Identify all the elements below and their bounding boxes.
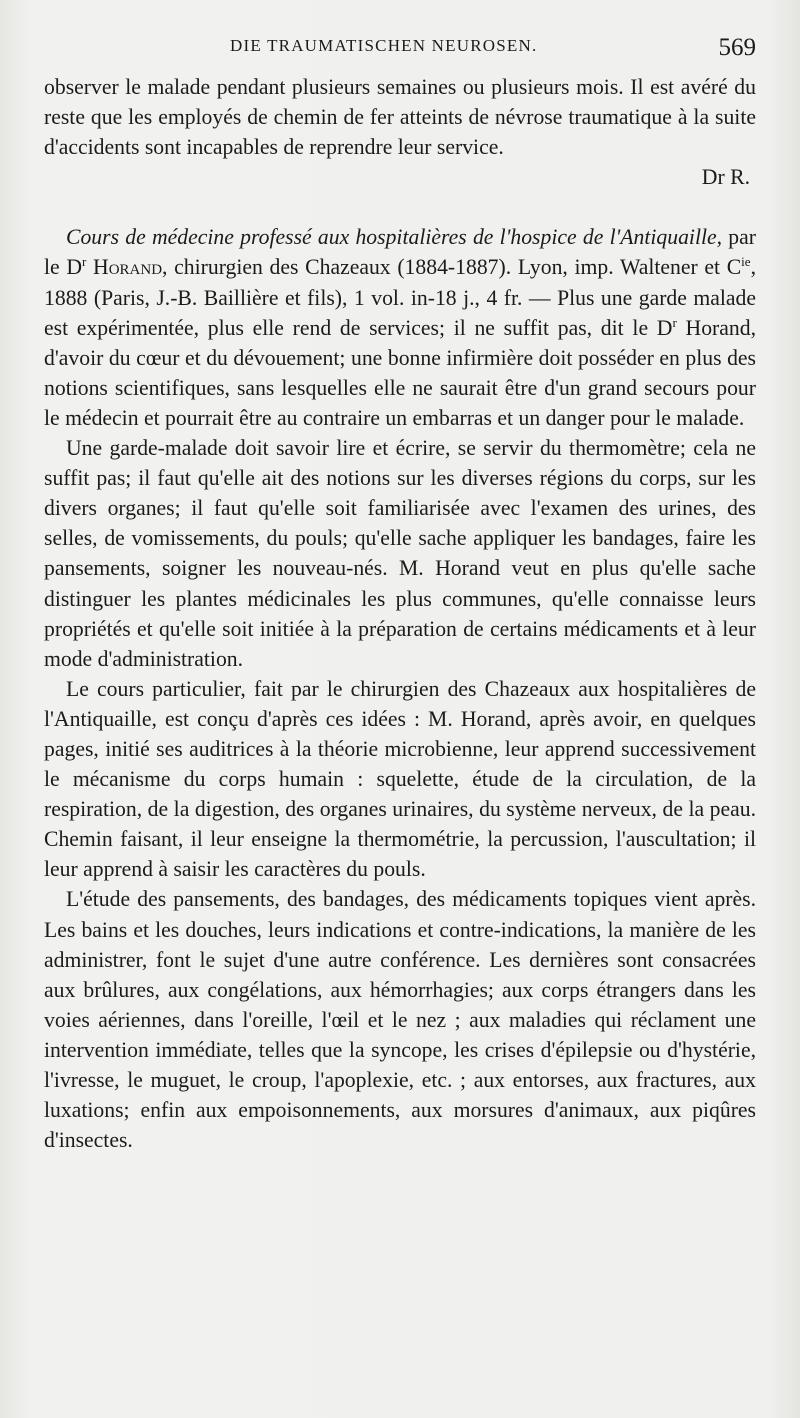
- running-head: DIE TRAUMATISCHEN NEUROSEN.: [230, 36, 538, 55]
- signature-line: [44, 162, 756, 192]
- paragraph: L'étude des pansements, des bandages, des médicaments topiques vient après. Les bains et les douches, leurs indications et contre-indications, la manière de les administrer, font le sujet d'une autre conférence. Les dernières sont consacrées aux brûlures, aux congélations, aux hémorrhagies; aux corps étrangers dans les voies aériennes, dans l'oreille, l'œil et le nez ; aux maladies qui réclament une intervention immédiate, telles que la syncope, les crises d'épilepsie ou d'hystérie, l'ivresse, le muguet, le croup, l'apoplexie, etc. ; aux entorses, aux fractures, aux luxations; enfin aux empoisonnements, aux morsures d'animaux, aux piqûres d'insectes.: [44, 887, 756, 1153]
- paragraph: Une garde-malade doit savoir lire et écrire, se servir du thermomètre; cela ne suffit pas; il faut qu'elle ait des notions sur les diverses régions du corps, sur les divers organes; il faut qu'elle soit familiarisée avec l'examen des urines, des selles, de vomissements, du pouls; qu'elle sache appliquer les bandages, faire les pansements, soigner les nouveau-nés. M. Horand veut en plus qu'elle sache distinguer les plantes médicinales les plus communes, qu'elle connaisse leurs propriétés et qu'elle soit initiée à la préparation de certains médicaments et à leur mode d'administration.: [44, 436, 756, 671]
- author-name: Horand: [93, 255, 163, 280]
- page-body: [44, 72, 756, 1155]
- paragraph-text: observer le malade pendant plusieurs semaines ou plusieurs mois. Il est avéré du reste que les employés de chemin de fer atteints de névrose traumatique à la suite d'accidents sont incapables de reprendre leur service.: [44, 75, 756, 160]
- book-review-paragraph: Cours de médecine professé aux hospitalières de l'hospice de l'Antiquaille, par le $D^r$ Horand, chirurgien des Chazeaux (1884-1887). Lyon, imp. Waltener et $C^{ie}$, 1888 (Paris, J.-B. Baillière et fils), 1 vol. in-18 j., 4 fr. — Plus une garde malade est expérimentée, plus elle rend de services; il ne suffit pas, dit le $D^r$ Horand, d'avoir du cœur et du dévouement; une bonne infirmière doit posséder en plus des notions scientifiques, sans lesquelles elle ne saurait être d'un grand secours pour le médecin et pourrait être au contraire un embarras et un danger pour le malade.: [44, 225, 756, 430]
- page-header: [0, 34, 800, 66]
- book-title: Cours de médecine professé aux hospitalières de l'hospice de l'Antiquaille,: [66, 225, 723, 250]
- page-number: 569: [718, 34, 756, 61]
- paragraph-continuation: [44, 72, 756, 192]
- signature: Dr R.: [701, 165, 750, 190]
- paragraph: Le cours particulier, fait par le chirurgien des Chazeaux aux hospitalières de l'Antiquaille, est conçu d'après ces idées : M. Horand, après avoir, en quelques pages, initié ses auditrices à la théorie microbienne, leur apprend successivement le mécanisme du corps humain : squelette, étude de la circulation, de la respiration, de la digestion, des organes urinaires, du système nerveux, de la peau. Chemin faisant, il leur enseigne la thermométrie, la percussion, l'auscultation; il leur apprend à saisir les caractères du pouls.: [44, 676, 756, 882]
